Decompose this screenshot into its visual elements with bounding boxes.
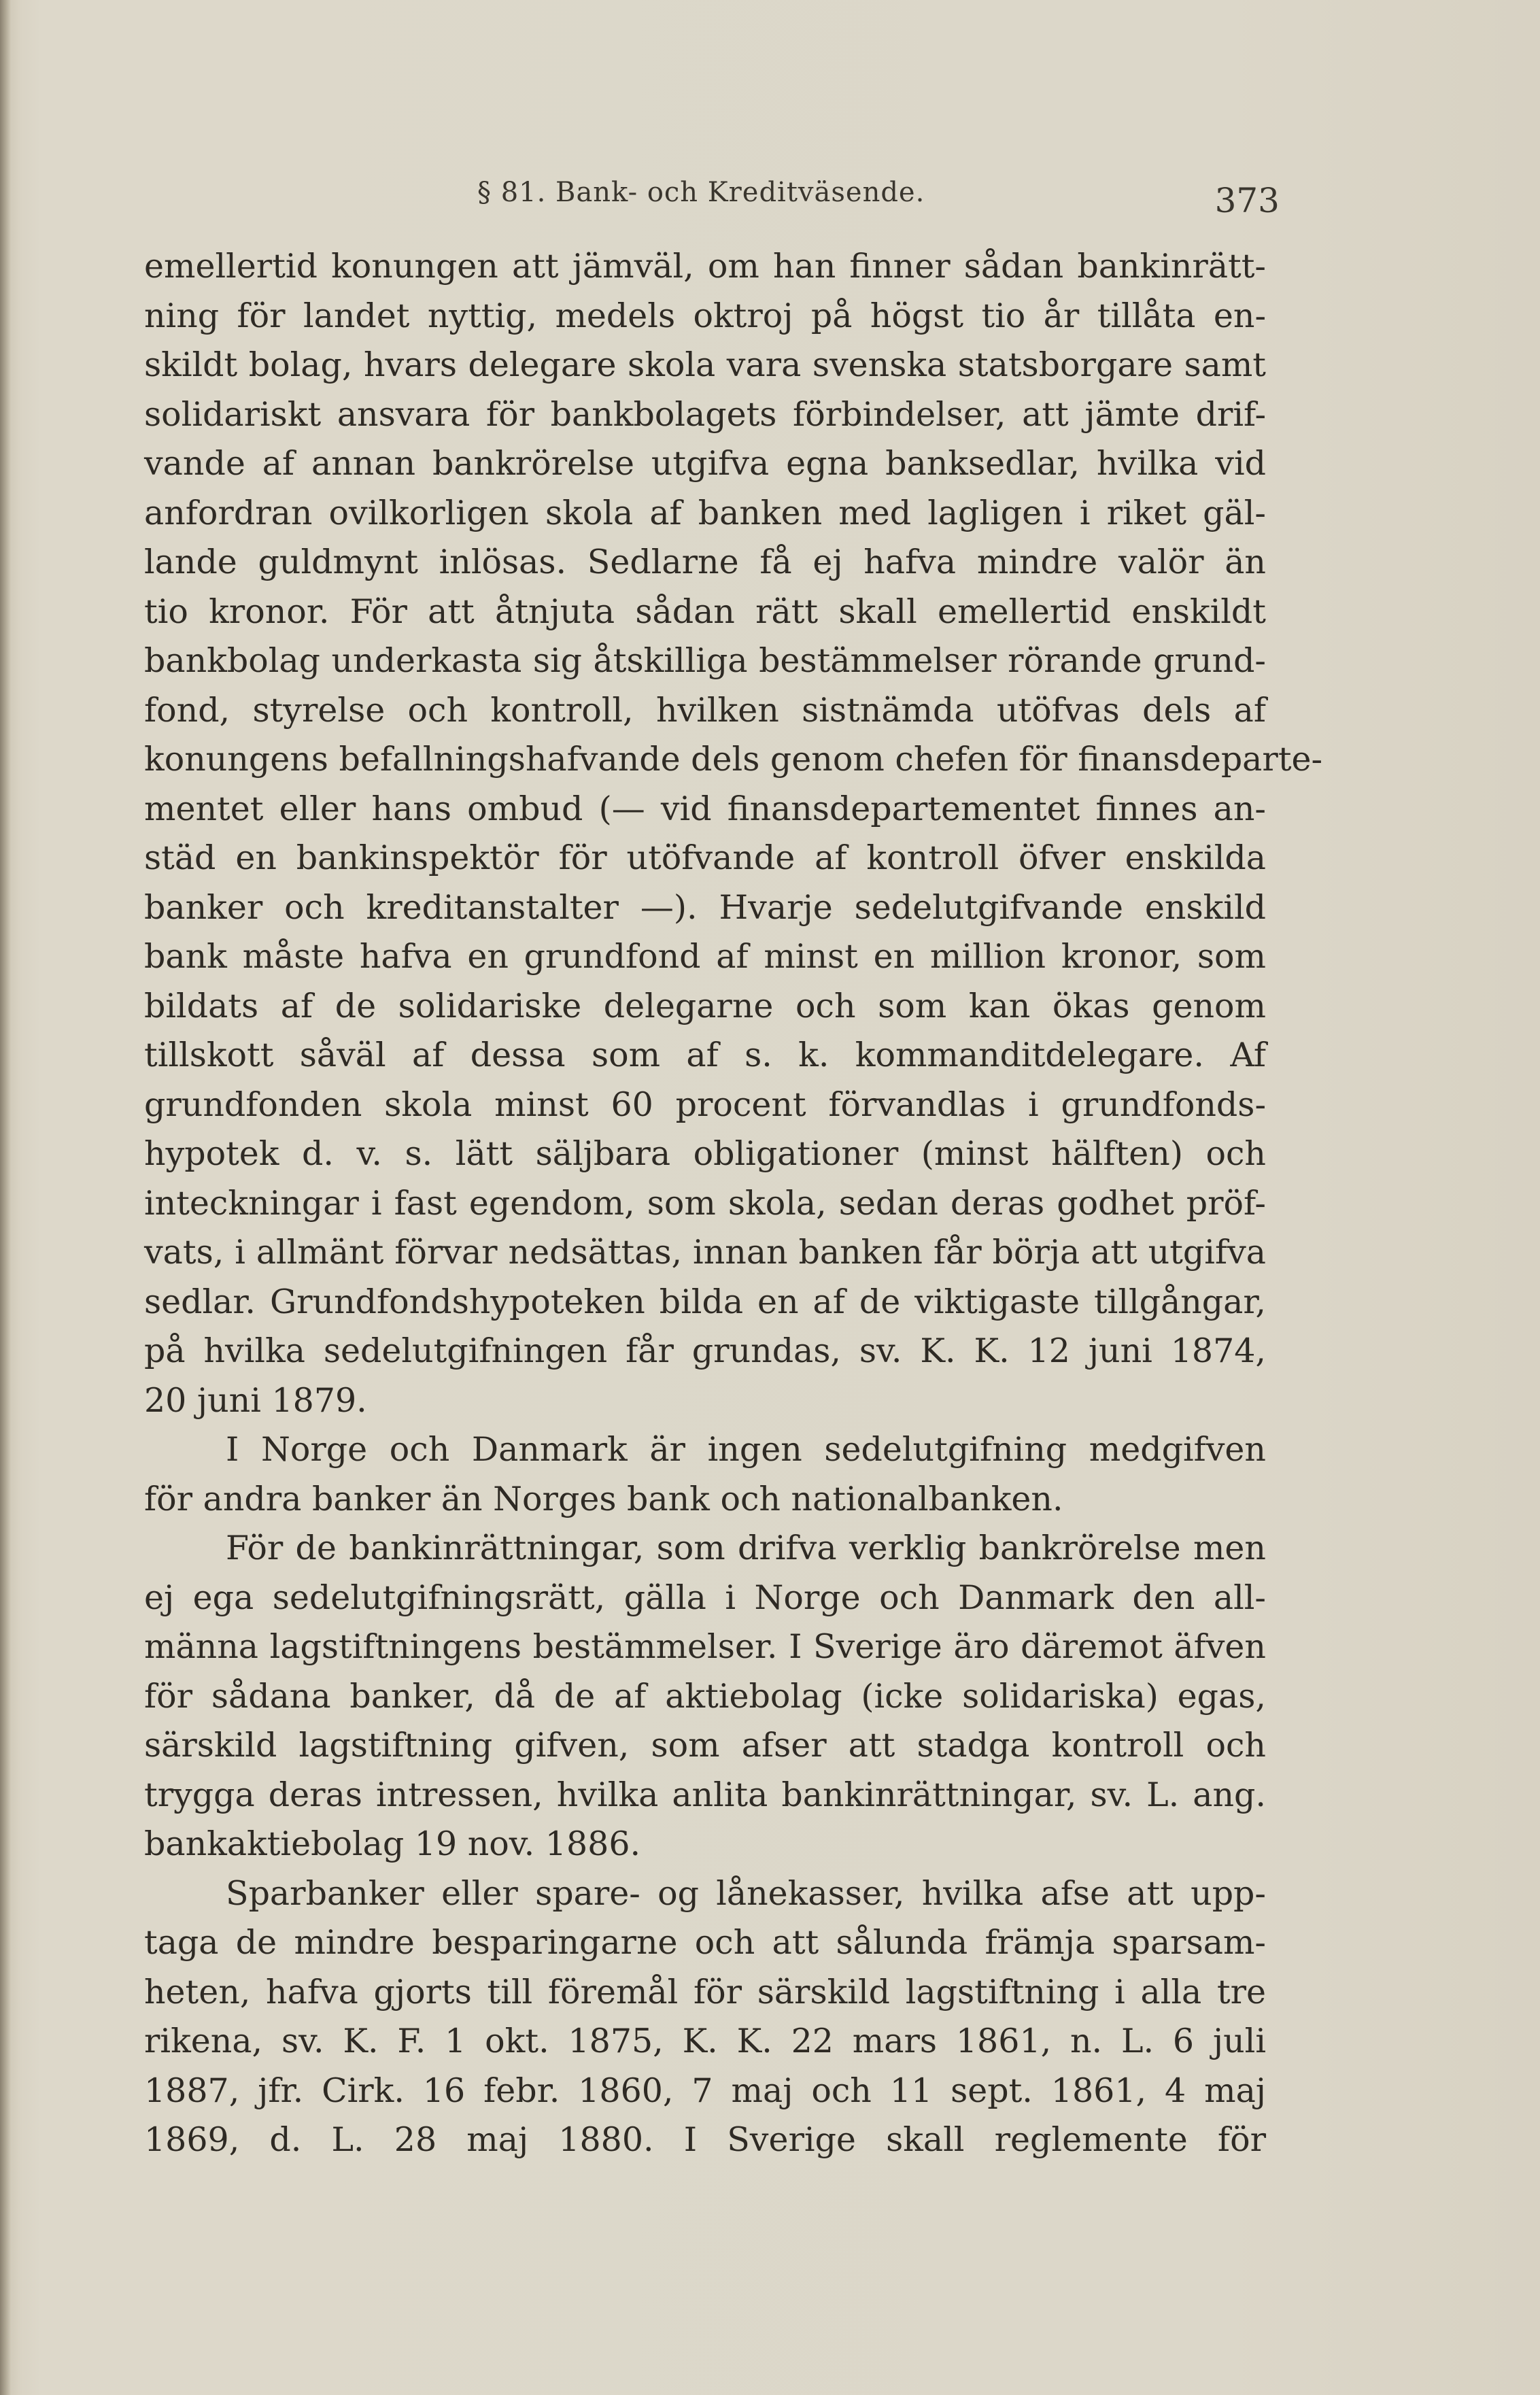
text-line: banker och kreditanstalter —). Hvarje sedelutgifvande enskild: [144, 887, 1266, 927]
text-line: trygga deras intressen, hvilka anlita bankinrättningar, sv. L. ang.: [144, 1775, 1266, 1814]
text-line: fond, styrelse och kontroll, hvilken sistnämda utöfvas dels af: [144, 690, 1266, 730]
text-line: hypotek d. v. s. lätt säljbara obligationer (minst hälften) och: [144, 1134, 1266, 1173]
text-line: för sådana banker, då de af aktiebolag (icke solidariska) egas,: [144, 1676, 1266, 1716]
running-head: [144, 170, 1285, 224]
text-line: ej ega sedelutgifningsrätt, gälla i Norge och Danmark den all-: [144, 1578, 1266, 1617]
running-title: § 81. Bank- och Kreditväsende.: [477, 177, 925, 208]
text-line: taga de mindre besparingarne och att sålunda främja sparsam-: [144, 1923, 1266, 1962]
text-line: heten, hafva gjorts till föremål för särskild lagstiftning i alla tre: [144, 1972, 1266, 2011]
text-line: skildt bolag, hvars delegare skola vara svenska statsborgare samt: [144, 345, 1266, 384]
text-line: vats, i allmänt förvar nedsättas, innan banken får börja att utgifva: [144, 1233, 1266, 1272]
text-line: städ en bankinspektör för utöfvande af kontroll öfver enskilda: [144, 838, 1266, 877]
text-line: ning för landet nyttig, medels oktroj på högst tio år tillåta en-: [144, 296, 1266, 335]
text-line-paragraph-end: 20 juni 1879.: [144, 1380, 367, 1420]
text-line: bank måste hafva en grundfond af minst en million kronor, som: [144, 937, 1266, 976]
text-line: solidariskt ansvara för bankbolagets förbindelser, att jämte drif-: [144, 394, 1266, 434]
text-line: männa lagstiftningens bestämmelser. I Sverige äro däremot äfven: [144, 1627, 1266, 1666]
text-line: bankbolag underkasta sig åtskilliga bestämmelser rörande grund-: [144, 641, 1266, 680]
page-spine-shadow: [0, 0, 11, 2395]
text-line: tillskott såväl af dessa som af s. k. kommanditdelegare. Af: [144, 1036, 1266, 1074]
text-line: tio kronor. För att åtnjuta sådan rätt skall emellertid enskildt: [144, 592, 1266, 631]
text-line-paragraph-end: bankaktiebolag 19 nov. 1886.: [144, 1824, 641, 1863]
text-line: vande af annan bankrörelse utgifva egna banksedlar, hvilka vid: [144, 444, 1266, 483]
text-line-paragraph-end: för andra banker än Norges bank och nationalbanken.: [144, 1479, 1063, 1518]
text-line-paragraph-start: För de bankinrättningar, som drifva verklig bankrörelse men: [226, 1529, 1266, 1567]
text-line: 1869, d. L. 28 maj 1880. I Sverige skall reglemente för: [144, 2120, 1266, 2159]
text-line: 1887, jfr. Cirk. 16 febr. 1860, 7 maj och 11 sept. 1861, 4 maj: [144, 2071, 1266, 2110]
text-line: konungens befallningshafvande dels genom chefen för finansdeparte-: [144, 740, 1323, 779]
text-line: sedlar. Grundfondshypoteken bilda en af de viktigaste tillgångar,: [144, 1282, 1266, 1321]
text-line: lande guldmynt inlösas. Sedlarne få ej hafva mindre valör än: [144, 543, 1266, 581]
text-line: anfordran ovilkorligen skola af banken med lagligen i riket gäl-: [144, 493, 1266, 532]
text-line: inteckningar i fast egendom, som skola, sedan deras godhet pröf-: [144, 1183, 1266, 1223]
text-line: rikena, sv. K. F. 1 okt. 1875, K. K. 22 mars 1861, n. L. 6 juli: [144, 2022, 1266, 2060]
page-number: 373: [1214, 181, 1280, 220]
text-line: emellertid konungen att jämväl, om han finner sådan bankinrätt-: [144, 247, 1266, 286]
body-text: [144, 242, 1323, 2165]
text-line: bildats af de solidariske delegarne och som kan ökas genom: [144, 986, 1266, 1025]
text-line: på hvilka sedelutgifningen får grundas, sv. K. K. 12 juni 1874,: [144, 1331, 1266, 1370]
text-line-paragraph-start: Sparbanker eller spare- og lånekasser, hvilka afse att upp-: [226, 1873, 1266, 1913]
text-line: mentet eller hans ombud (— vid finansdepartementet finnes an-: [144, 789, 1266, 828]
text-line-paragraph-start: I Norge och Danmark är ingen sedelutgifning medgifven: [226, 1430, 1266, 1469]
text-line: särskild lagstiftning gifven, som afser att stadga kontroll och: [144, 1726, 1266, 1765]
text-line: grundfonden skola minst 60 procent förvandlas i grundfonds-: [144, 1085, 1266, 1124]
